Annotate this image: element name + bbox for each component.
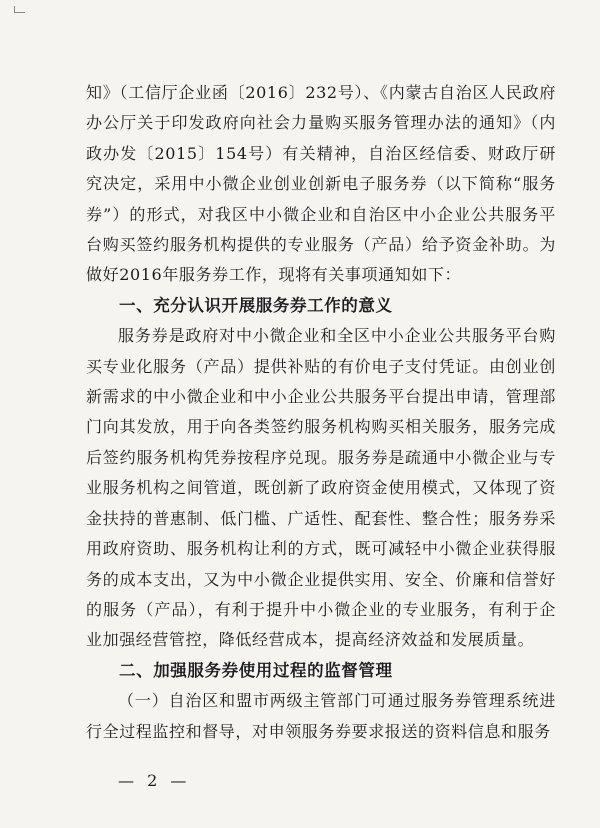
body-text <box>86 78 556 747</box>
section-2-paragraph: （一）自治区和盟市两级主管部门可通过服务券管理系统进行全过程监控和督导，对申领服务券要求报送的资料信息和服务 <box>86 691 556 741</box>
intro-paragraph: 知》（工信厅企业函〔2016〕232号）、《内蒙古自治区人民政府办公厅关于印发政府向社会力量购买服务管理办法的通知》（内政办发〔2015〕154号）有关精神，自治区经信委、财政厅研究决定，采用中小微企业创业创新电子服务券（以下简称“服务券”）的形式，对我区中小微企业和自治区中小企业公共服务平台购买签约服务机构提供的专业服务（产品）给予资金补助。为做好2016年服务券工作，现将有关事项通知如下： <box>86 83 556 285</box>
section-1-paragraph: 服务券是政府对中小微企业和全区中小企业公共服务平台购买专业化服务（产品）提供补贴的有价电子支付凭证。由创业创新需求的中小微企业和中小企业公共服务平台提出申请，管理部门向其发放，用于向各类签约服务机构购买相关服务，服务完成后签约服务机构凭券按程序兑现。服务券是疏通中小微企业与专业服务机构之间管道，既创新了政府资金使用模式，又体现了资金扶持的普惠制、低门槛、广适性、配套性、整合性；服务券采用政府资助、服务机构让利的方式，既可减轻中小微企业获得服务的成本支出，又为中小微企业提供实用、安全、价廉和信誉好的服务（产品），有利于提升中小微企业的专业服务，有利于企业加强经营管控，降低经营成本，提高经济效益和发展质量。 <box>86 326 556 650</box>
page-number: — 2 — <box>118 771 191 790</box>
section-heading-1: 一、充分认识开展服务券工作的意义 <box>119 295 393 315</box>
scan-corner-mark <box>14 6 25 13</box>
section-heading-2: 二、加强服务券使用过程的监督管理 <box>119 660 393 680</box>
